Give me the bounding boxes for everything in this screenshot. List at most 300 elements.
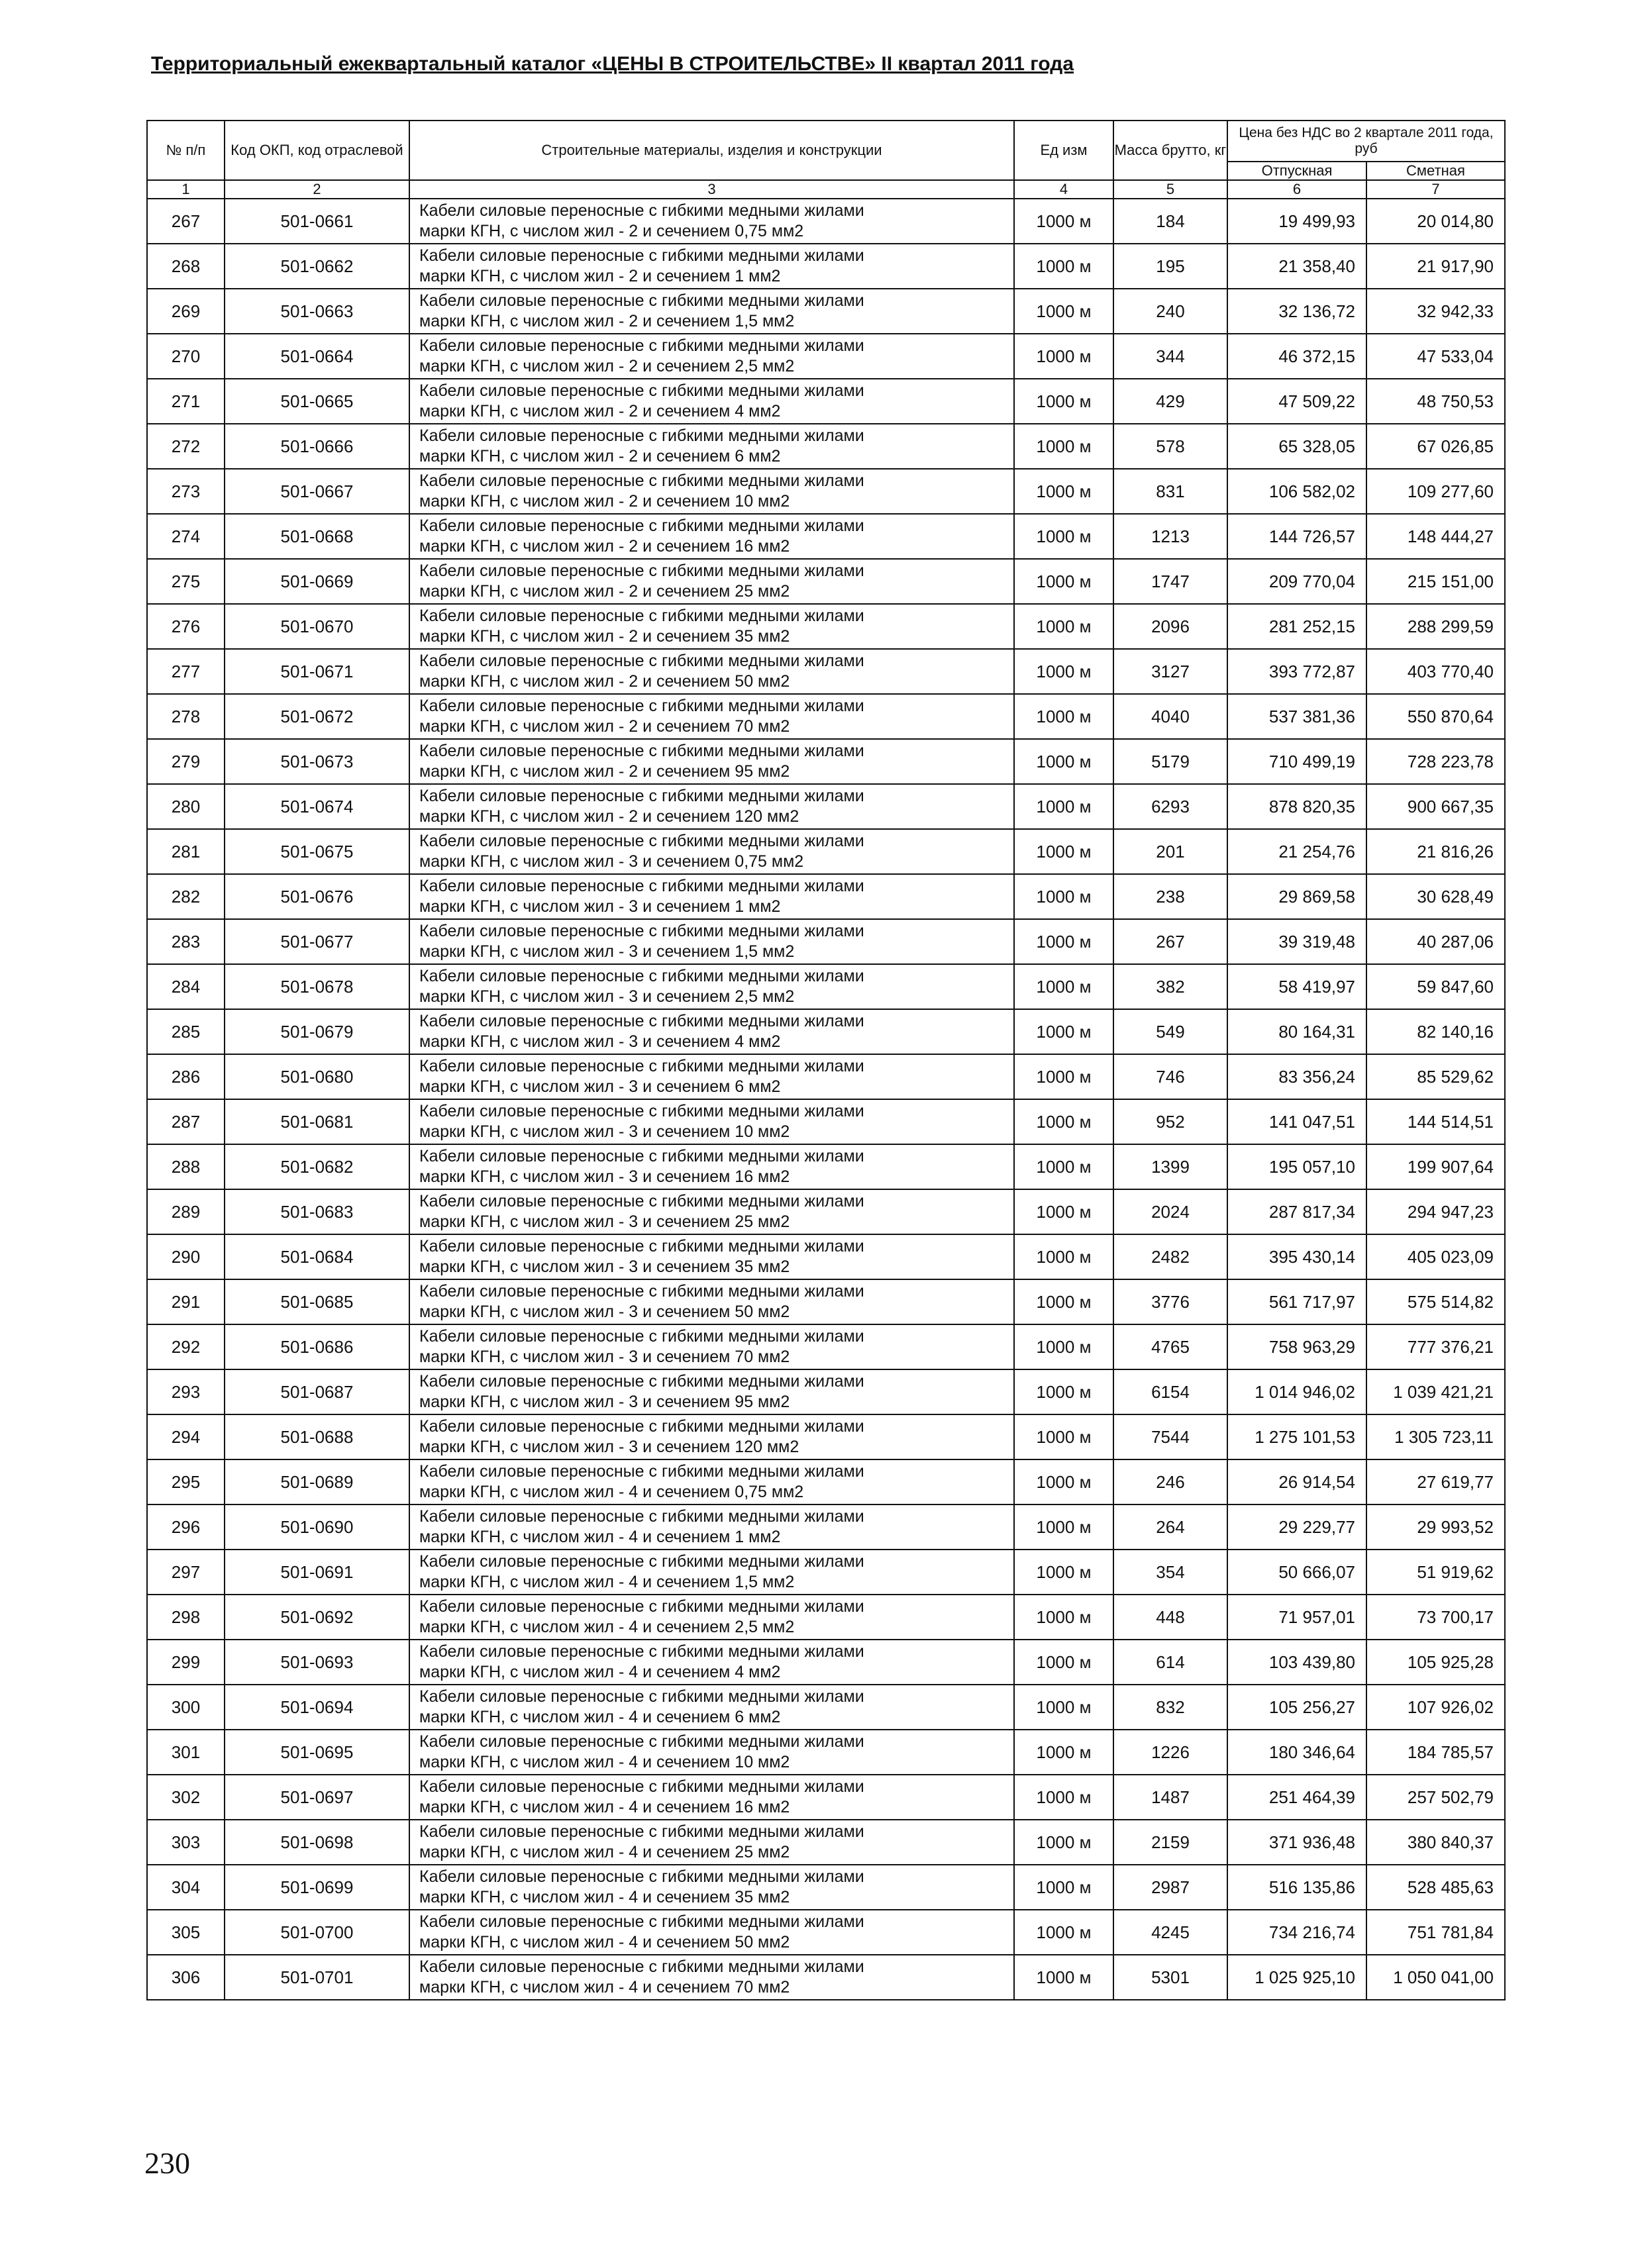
unit-cell: 1000 м <box>1014 604 1113 649</box>
description-cell <box>409 829 1014 874</box>
description-line: марки КГН, с числом жил - 3 и сечением 0,75 мм2 <box>419 852 804 871</box>
product-code-cell: 501-0673 <box>225 739 409 784</box>
product-code-cell: 501-0667 <box>225 469 409 514</box>
estimate-price-cell: 751 781,84 <box>1366 1910 1505 1955</box>
catalog-title: Территориальный ежеквартальный каталог «ЦЕНЫ В СТРОИТЕЛЬСТВЕ» II квартал 2011 года <box>151 53 1074 75</box>
description-line: марки КГН, с числом жил - 3 и сечением 10 мм2 <box>419 1122 790 1141</box>
page-number: 230 <box>144 2146 190 2180</box>
product-code-cell: 501-0681 <box>225 1099 409 1144</box>
mass-cell: 3776 <box>1113 1279 1227 1324</box>
release-price-cell: 47 509,22 <box>1227 379 1366 424</box>
description-line: Кабели силовые переносные с гибкими медными жилами <box>419 336 864 355</box>
estimate-price-cell: 1 039 421,21 <box>1366 1369 1505 1414</box>
description-line: марки КГН, с числом жил - 2 и сечением 120 мм2 <box>419 807 799 826</box>
table-row <box>147 1865 1505 1910</box>
description-line: Кабели силовые переносные с гибкими медными жилами <box>419 1192 864 1210</box>
description-line: Кабели силовые переносные с гибкими медными жилами <box>419 562 864 580</box>
description-cell <box>409 244 1014 289</box>
description-cell <box>409 784 1014 829</box>
mass-cell: 201 <box>1113 829 1227 874</box>
description-line: марки КГН, с числом жил - 4 и сечением 70 мм2 <box>419 1978 790 1997</box>
table-row <box>147 604 1505 649</box>
product-code-cell: 501-0700 <box>225 1910 409 1955</box>
row-number-cell: 306 <box>147 1955 225 2000</box>
product-code-cell: 501-0695 <box>225 1730 409 1775</box>
estimate-price-cell: 528 485,63 <box>1366 1865 1505 1910</box>
product-code-cell: 501-0679 <box>225 1009 409 1054</box>
estimate-price-cell: 777 376,21 <box>1366 1324 1505 1369</box>
product-code-cell: 501-0684 <box>225 1234 409 1279</box>
row-number-cell: 284 <box>147 964 225 1009</box>
mass-cell: 1226 <box>1113 1730 1227 1775</box>
description-line: Кабели силовые переносные с гибкими медными жилами <box>419 1372 864 1391</box>
row-number-cell: 300 <box>147 1685 225 1730</box>
product-code-cell: 501-0676 <box>225 874 409 919</box>
estimate-price-cell: 32 942,33 <box>1366 289 1505 334</box>
product-code-cell: 501-0662 <box>225 244 409 289</box>
table-row <box>147 1820 1505 1865</box>
description-line: Кабели силовые переносные с гибкими медными жилами <box>419 967 864 985</box>
description-line: Кабели силовые переносные с гибкими медными жилами <box>419 1147 864 1165</box>
row-number-cell: 293 <box>147 1369 225 1414</box>
description-line: Кабели силовые переносные с гибкими медными жилами <box>419 1057 864 1075</box>
description-cell <box>409 874 1014 919</box>
unit-cell: 1000 м <box>1014 1504 1113 1550</box>
description-cell <box>409 1234 1014 1279</box>
estimate-price-cell: 30 628,49 <box>1366 874 1505 919</box>
release-price-cell: 29 869,58 <box>1227 874 1366 919</box>
product-code-cell: 501-0670 <box>225 604 409 649</box>
description-line: Кабели силовые переносные с гибкими медными жилами <box>419 1237 864 1256</box>
description-line: марки КГН, с числом жил - 4 и сечением 25 мм2 <box>419 1843 790 1861</box>
unit-cell: 1000 м <box>1014 1865 1113 1910</box>
release-price-cell: 103 439,80 <box>1227 1640 1366 1685</box>
release-price-cell: 83 356,24 <box>1227 1054 1366 1099</box>
unit-cell: 1000 м <box>1014 244 1113 289</box>
description-cell <box>409 1685 1014 1730</box>
description-line: марки КГН, с числом жил - 2 и сечением 1 мм2 <box>419 267 781 285</box>
description-line: марки КГН, с числом жил - 4 и сечением 16 мм2 <box>419 1798 790 1816</box>
row-number-cell: 270 <box>147 334 225 379</box>
row-number-cell: 273 <box>147 469 225 514</box>
column-number-row <box>147 180 1505 199</box>
release-price-cell: 80 164,31 <box>1227 1009 1366 1054</box>
unit-cell: 1000 м <box>1014 829 1113 874</box>
description-line: Кабели силовые переносные с гибкими медными жилами <box>419 1012 864 1030</box>
description-line: марки КГН, с числом жил - 2 и сечением 2,5 мм2 <box>419 357 795 375</box>
product-code-cell: 501-0689 <box>225 1459 409 1504</box>
row-number-cell: 267 <box>147 199 225 244</box>
table-row <box>147 649 1505 694</box>
mass-cell: 832 <box>1113 1685 1227 1730</box>
description-cell <box>409 199 1014 244</box>
description-line: марки КГН, с числом жил - 3 и сечением 16 мм2 <box>419 1167 790 1186</box>
product-code-cell: 501-0687 <box>225 1369 409 1414</box>
description-line: марки КГН, с числом жил - 4 и сечением 4 мм2 <box>419 1663 781 1681</box>
description-line: Кабели силовые переносные с гибкими медными жилами <box>419 246 864 265</box>
unit-cell: 1000 м <box>1014 649 1113 694</box>
unit-cell: 1000 м <box>1014 1550 1113 1595</box>
description-cell <box>409 964 1014 1009</box>
description-line: Кабели силовые переносные с гибкими медными жилами <box>419 742 864 760</box>
unit-cell: 1000 м <box>1014 559 1113 604</box>
table-row <box>147 1009 1505 1054</box>
description-cell <box>409 469 1014 514</box>
description-line: Кабели силовые переносные с гибкими медными жилами <box>419 1732 864 1751</box>
description-line: марки КГН, с числом жил - 2 и сечением 95 мм2 <box>419 762 790 781</box>
description-line: марки КГН, с числом жил - 3 и сечением 120 мм2 <box>419 1438 799 1456</box>
unit-cell: 1000 м <box>1014 694 1113 739</box>
description-line: Кабели силовые переносные с гибкими медными жилами <box>419 1867 864 1886</box>
column-number: 3 <box>409 180 1014 199</box>
release-price-cell: 144 726,57 <box>1227 514 1366 559</box>
table-row <box>147 874 1505 919</box>
description-cell <box>409 919 1014 964</box>
unit-cell: 1000 м <box>1014 1234 1113 1279</box>
description-line: Кабели силовые переносные с гибкими медными жилами <box>419 1597 864 1616</box>
table-row <box>147 379 1505 424</box>
estimate-price-cell: 59 847,60 <box>1366 964 1505 1009</box>
release-price-cell: 29 229,77 <box>1227 1504 1366 1550</box>
product-code-cell: 501-0693 <box>225 1640 409 1685</box>
mass-cell: 2482 <box>1113 1234 1227 1279</box>
description-cell <box>409 1009 1014 1054</box>
description-line: Кабели силовые переносные с гибкими медными жилами <box>419 1957 864 1976</box>
product-code-cell: 501-0678 <box>225 964 409 1009</box>
release-price-cell: 19 499,93 <box>1227 199 1366 244</box>
description-line: марки КГН, с числом жил - 4 и сечением 0,75 мм2 <box>419 1483 804 1501</box>
release-price-cell: 734 216,74 <box>1227 1910 1366 1955</box>
unit-cell: 1000 м <box>1014 1459 1113 1504</box>
description-line: Кабели силовые переносные с гибкими медными жилами <box>419 1912 864 1931</box>
mass-cell: 2096 <box>1113 604 1227 649</box>
estimate-price-cell: 47 533,04 <box>1366 334 1505 379</box>
product-code-cell: 501-0682 <box>225 1144 409 1189</box>
table-row <box>147 829 1505 874</box>
estimate-price-cell: 21 917,90 <box>1366 244 1505 289</box>
description-line: Кабели силовые переносные с гибкими медными жилами <box>419 201 864 220</box>
release-price-cell: 561 717,97 <box>1227 1279 1366 1324</box>
mass-cell: 6293 <box>1113 784 1227 829</box>
description-line: Кабели силовые переносные с гибкими медными жилами <box>419 1102 864 1120</box>
header-name: Строительные материалы, изделия и конструкции <box>409 121 1014 180</box>
description-line: Кабели силовые переносные с гибкими медными жилами <box>419 1687 864 1706</box>
column-number: 5 <box>1113 180 1227 199</box>
description-line: марки КГН, с числом жил - 2 и сечением 6 мм2 <box>419 447 781 466</box>
estimate-price-cell: 575 514,82 <box>1366 1279 1505 1324</box>
release-price-cell: 371 936,48 <box>1227 1820 1366 1865</box>
row-number-cell: 305 <box>147 1910 225 1955</box>
column-number: 6 <box>1227 180 1366 199</box>
description-line: марки КГН, с числом жил - 2 и сечением 50 мм2 <box>419 672 790 691</box>
mass-cell: 1213 <box>1113 514 1227 559</box>
row-number-cell: 298 <box>147 1595 225 1640</box>
estimate-price-cell: 40 287,06 <box>1366 919 1505 964</box>
release-price-cell: 26 914,54 <box>1227 1459 1366 1504</box>
table-row <box>147 1640 1505 1685</box>
product-code-cell: 501-0697 <box>225 1775 409 1820</box>
estimate-price-cell: 1 050 041,00 <box>1366 1955 1505 2000</box>
unit-cell: 1000 м <box>1014 1369 1113 1414</box>
row-number-cell: 301 <box>147 1730 225 1775</box>
release-price-cell: 106 582,02 <box>1227 469 1366 514</box>
table-row <box>147 289 1505 334</box>
unit-cell: 1000 м <box>1014 874 1113 919</box>
product-code-cell: 501-0701 <box>225 1955 409 2000</box>
release-price-cell: 395 430,14 <box>1227 1234 1366 1279</box>
release-price-cell: 516 135,86 <box>1227 1865 1366 1910</box>
header-mass: Масса брутто, кг <box>1113 121 1227 180</box>
table-row <box>147 559 1505 604</box>
product-code-cell: 501-0685 <box>225 1279 409 1324</box>
estimate-price-cell: 257 502,79 <box>1366 1775 1505 1820</box>
mass-cell: 184 <box>1113 199 1227 244</box>
unit-cell: 1000 м <box>1014 1009 1113 1054</box>
table-row <box>147 1550 1505 1595</box>
estimate-price-cell: 403 770,40 <box>1366 649 1505 694</box>
mass-cell: 3127 <box>1113 649 1227 694</box>
unit-cell: 1000 м <box>1014 784 1113 829</box>
product-code-cell: 501-0671 <box>225 649 409 694</box>
price-table <box>146 120 1506 2000</box>
row-number-cell: 278 <box>147 694 225 739</box>
row-number-cell: 299 <box>147 1640 225 1685</box>
release-price-cell: 180 346,64 <box>1227 1730 1366 1775</box>
product-code-cell: 501-0694 <box>225 1685 409 1730</box>
estimate-price-cell: 215 151,00 <box>1366 559 1505 604</box>
description-line: Кабели силовые переносные с гибкими медными жилами <box>419 787 864 805</box>
product-code-cell: 501-0699 <box>225 1865 409 1910</box>
unit-cell: 1000 м <box>1014 289 1113 334</box>
mass-cell: 578 <box>1113 424 1227 469</box>
mass-cell: 4245 <box>1113 1910 1227 1955</box>
table-row <box>147 1189 1505 1234</box>
description-cell <box>409 649 1014 694</box>
unit-cell: 1000 м <box>1014 919 1113 964</box>
mass-cell: 2159 <box>1113 1820 1227 1865</box>
table-row <box>147 424 1505 469</box>
description-cell <box>409 424 1014 469</box>
description-line: Кабели силовые переносные с гибкими медными жилами <box>419 607 864 625</box>
description-cell <box>409 1504 1014 1550</box>
description-line: Кабели силовые переносные с гибкими медными жилами <box>419 1417 864 1436</box>
table-row <box>147 784 1505 829</box>
description-cell <box>409 514 1014 559</box>
mass-cell: 4040 <box>1113 694 1227 739</box>
release-price-cell: 1 275 101,53 <box>1227 1414 1366 1459</box>
estimate-price-cell: 29 993,52 <box>1366 1504 1505 1550</box>
release-price-cell: 195 057,10 <box>1227 1144 1366 1189</box>
description-cell <box>409 1730 1014 1775</box>
unit-cell: 1000 м <box>1014 379 1113 424</box>
description-cell <box>409 1550 1014 1595</box>
row-number-cell: 279 <box>147 739 225 784</box>
mass-cell: 2987 <box>1113 1865 1227 1910</box>
unit-cell: 1000 м <box>1014 1099 1113 1144</box>
table-row <box>147 739 1505 784</box>
header-price-group <box>1227 121 1505 162</box>
unit-cell: 1000 м <box>1014 1685 1113 1730</box>
release-price-cell: 287 817,34 <box>1227 1189 1366 1234</box>
row-number-cell: 281 <box>147 829 225 874</box>
description-line: марки КГН, с числом жил - 3 и сечением 6 мм2 <box>419 1077 781 1096</box>
product-code-cell: 501-0674 <box>225 784 409 829</box>
description-cell <box>409 1910 1014 1955</box>
product-code-cell: 501-0677 <box>225 919 409 964</box>
column-number: 4 <box>1014 180 1113 199</box>
row-number-cell: 294 <box>147 1414 225 1459</box>
release-price-cell: 46 372,15 <box>1227 334 1366 379</box>
estimate-price-cell: 144 514,51 <box>1366 1099 1505 1144</box>
estimate-price-cell: 728 223,78 <box>1366 739 1505 784</box>
description-cell <box>409 1369 1014 1414</box>
table-row <box>147 469 1505 514</box>
description-cell <box>409 1099 1014 1144</box>
release-price-cell: 1 014 946,02 <box>1227 1369 1366 1414</box>
product-code-cell: 501-0683 <box>225 1189 409 1234</box>
description-line: Кабели силовые переносные с гибкими медными жилами <box>419 1507 864 1526</box>
description-cell <box>409 1324 1014 1369</box>
unit-cell: 1000 м <box>1014 1414 1113 1459</box>
description-line: марки КГН, с числом жил - 2 и сечением 35 мм2 <box>419 627 790 646</box>
description-line: марки КГН, с числом жил - 4 и сечением 1 мм2 <box>419 1528 781 1546</box>
description-line: марки КГН, с числом жил - 2 и сечением 25 мм2 <box>419 582 790 601</box>
mass-cell: 344 <box>1113 334 1227 379</box>
mass-cell: 952 <box>1113 1099 1227 1144</box>
product-code-cell: 501-0661 <box>225 199 409 244</box>
description-line: Кабели силовые переносные с гибкими медными жилами <box>419 1642 864 1661</box>
release-price-cell: 50 666,07 <box>1227 1550 1366 1595</box>
unit-cell: 1000 м <box>1014 1324 1113 1369</box>
release-price-cell: 758 963,29 <box>1227 1324 1366 1369</box>
table-row <box>147 514 1505 559</box>
estimate-price-cell: 184 785,57 <box>1366 1730 1505 1775</box>
unit-cell: 1000 м <box>1014 1640 1113 1685</box>
description-line: марки КГН, с числом жил - 4 и сечением 50 мм2 <box>419 1933 790 1951</box>
table-row <box>147 1414 1505 1459</box>
estimate-price-cell: 199 907,64 <box>1366 1144 1505 1189</box>
unit-cell: 1000 м <box>1014 964 1113 1009</box>
product-code-cell: 501-0688 <box>225 1414 409 1459</box>
unit-cell: 1000 м <box>1014 1054 1113 1099</box>
column-number: 1 <box>147 180 225 199</box>
table-row <box>147 1054 1505 1099</box>
description-line: марки КГН, с числом жил - 2 и сечением 1,5 мм2 <box>419 312 795 330</box>
product-code-cell: 501-0680 <box>225 1054 409 1099</box>
table-row <box>147 1955 1505 2000</box>
column-number: 2 <box>225 180 409 199</box>
estimate-price-cell: 294 947,23 <box>1366 1189 1505 1234</box>
description-line: Кабели силовые переносные с гибкими медными жилами <box>419 1282 864 1301</box>
table-row <box>147 964 1505 1009</box>
table-row <box>147 244 1505 289</box>
estimate-price-cell: 1 305 723,11 <box>1366 1414 1505 1459</box>
description-cell <box>409 379 1014 424</box>
mass-cell: 195 <box>1113 244 1227 289</box>
mass-cell: 2024 <box>1113 1189 1227 1234</box>
description-cell <box>409 1955 1014 2000</box>
table-row <box>147 1595 1505 1640</box>
description-cell <box>409 739 1014 784</box>
product-code-cell: 501-0692 <box>225 1595 409 1640</box>
row-number-cell: 292 <box>147 1324 225 1369</box>
description-cell <box>409 289 1014 334</box>
description-cell <box>409 1820 1014 1865</box>
description-line: марки КГН, с числом жил - 3 и сечением 35 мм2 <box>419 1257 790 1276</box>
unit-cell: 1000 м <box>1014 1189 1113 1234</box>
estimate-price-cell: 67 026,85 <box>1366 424 1505 469</box>
description-line: марки КГН, с числом жил - 2 и сечением 10 мм2 <box>419 492 790 511</box>
mass-cell: 7544 <box>1113 1414 1227 1459</box>
row-number-cell: 297 <box>147 1550 225 1595</box>
estimate-price-cell: 20 014,80 <box>1366 199 1505 244</box>
description-cell <box>409 1775 1014 1820</box>
header-price-release: Отпускная <box>1227 162 1366 180</box>
product-code-cell: 501-0691 <box>225 1550 409 1595</box>
release-price-cell: 710 499,19 <box>1227 739 1366 784</box>
release-price-cell: 141 047,51 <box>1227 1099 1366 1144</box>
description-line: марки КГН, с числом жил - 2 и сечением 4 мм2 <box>419 402 781 420</box>
unit-cell: 1000 м <box>1014 1820 1113 1865</box>
row-number-cell: 276 <box>147 604 225 649</box>
table-header <box>147 121 1505 199</box>
estimate-price-cell: 107 926,02 <box>1366 1685 1505 1730</box>
estimate-price-cell: 85 529,62 <box>1366 1054 1505 1099</box>
description-cell <box>409 1189 1014 1234</box>
description-line: Кабели силовые переносные с гибкими медными жилами <box>419 1552 864 1571</box>
unit-cell: 1000 м <box>1014 469 1113 514</box>
unit-cell: 1000 м <box>1014 424 1113 469</box>
description-line: Кабели силовые переносные с гибкими медными жилами <box>419 471 864 490</box>
description-line: марки КГН, с числом жил - 2 и сечением 16 мм2 <box>419 537 790 556</box>
estimate-price-cell: 900 667,35 <box>1366 784 1505 829</box>
estimate-price-cell: 21 816,26 <box>1366 829 1505 874</box>
table-row <box>147 1279 1505 1324</box>
unit-cell: 1000 м <box>1014 1279 1113 1324</box>
product-code-cell: 501-0663 <box>225 289 409 334</box>
table-row <box>147 1324 1505 1369</box>
row-number-cell: 283 <box>147 919 225 964</box>
row-number-cell: 291 <box>147 1279 225 1324</box>
unit-cell: 1000 м <box>1014 514 1113 559</box>
mass-cell: 1487 <box>1113 1775 1227 1820</box>
table-row <box>147 1730 1505 1775</box>
release-price-cell: 105 256,27 <box>1227 1685 1366 1730</box>
row-number-cell: 268 <box>147 244 225 289</box>
estimate-price-cell: 109 277,60 <box>1366 469 1505 514</box>
release-price-cell: 71 957,01 <box>1227 1595 1366 1640</box>
release-price-cell: 1 025 925,10 <box>1227 1955 1366 2000</box>
mass-cell: 240 <box>1113 289 1227 334</box>
unit-cell: 1000 м <box>1014 1955 1113 2000</box>
estimate-price-cell: 82 140,16 <box>1366 1009 1505 1054</box>
table-row <box>147 199 1505 244</box>
release-price-cell: 21 254,76 <box>1227 829 1366 874</box>
description-line: марки КГН, с числом жил - 3 и сечением 95 мм2 <box>419 1393 790 1411</box>
mass-cell: 382 <box>1113 964 1227 1009</box>
description-line: Кабели силовые переносные с гибкими медными жилами <box>419 381 864 400</box>
header-code: Код ОКП, код отраслевой <box>225 121 409 180</box>
estimate-price-cell: 288 299,59 <box>1366 604 1505 649</box>
estimate-price-cell: 73 700,17 <box>1366 1595 1505 1640</box>
description-line: марки КГН, с числом жил - 3 и сечением 4 мм2 <box>419 1032 781 1051</box>
product-code-cell: 501-0675 <box>225 829 409 874</box>
description-line: марки КГН, с числом жил - 2 и сечением 70 мм2 <box>419 717 790 736</box>
row-number-cell: 271 <box>147 379 225 424</box>
description-cell <box>409 604 1014 649</box>
table-row <box>147 1459 1505 1504</box>
table-body <box>147 199 1505 2000</box>
